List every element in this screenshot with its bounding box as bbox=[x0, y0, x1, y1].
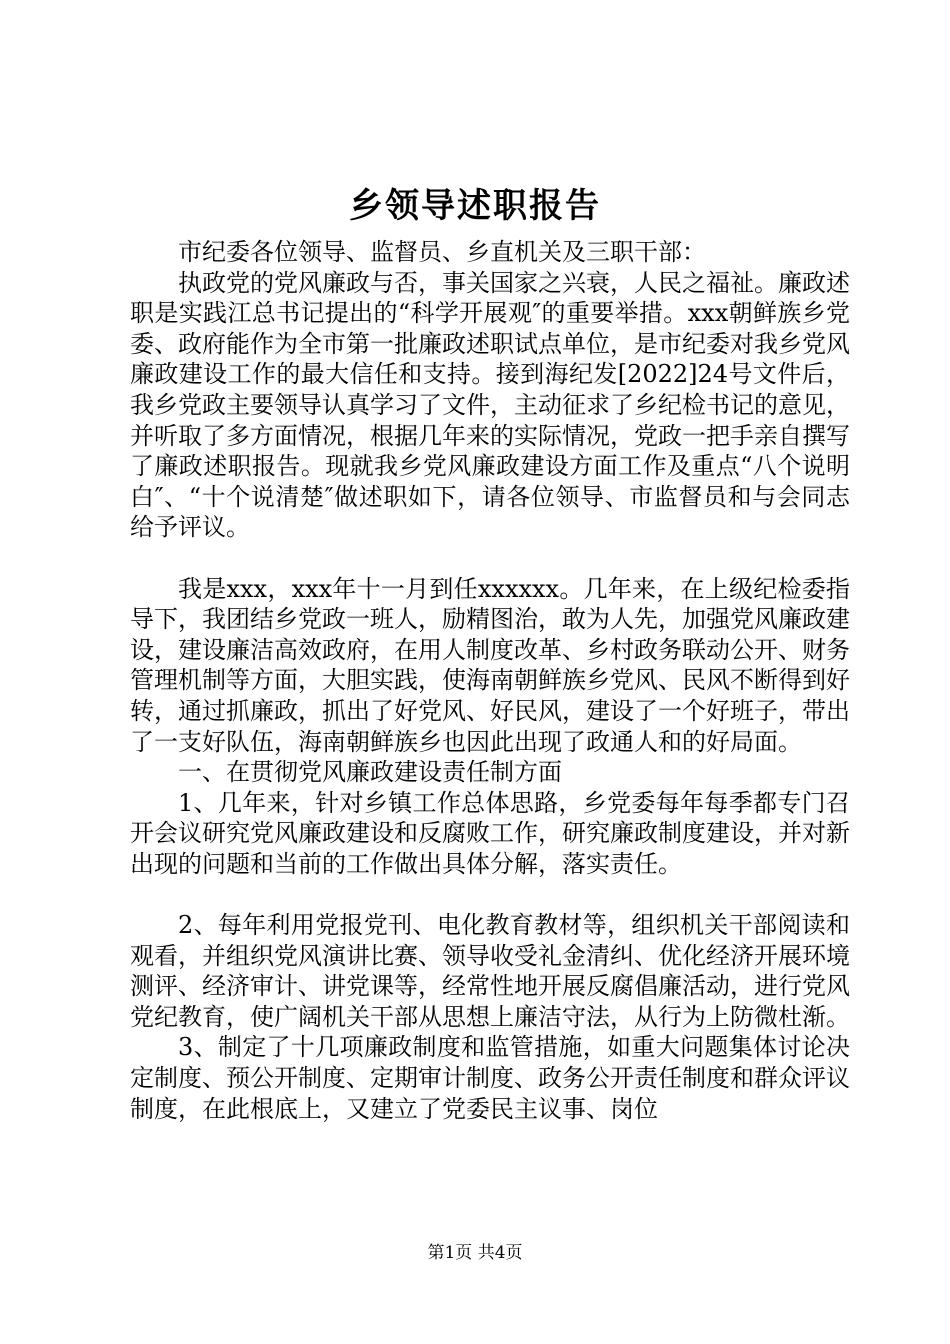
body-paragraph: 执政党的党风廉政与否，事关国家之兴衰，人民之福祉。廉政述职是实践江总书记提出的“科学开展观″的重要举措。xxx朝鲜族乡党委、政府能作为全市第一批廉政述职试点单位，是市纪委对我乡党风廉政建设工作的最大信任和支持。接到海纪发[2022]24号文件后，我乡党政主要领导认真学习了文件，主动征求了乡纪检书记的意见，并听取了多方面情况，根据几年来的实际情况，党政一把手亲自撰写了廉政述职报告。现就我乡党风廉政建设方面工作及重点“八个说明白″、“十个说清楚″做述职如下，请各位领导、市监督员和与会同志给予评议。 bbox=[130, 268, 850, 542]
document-title: 乡领导述职报告 bbox=[349, 186, 601, 226]
salutation-paragraph: 市纪委各位领导、监督员、乡直机关及三职干部： bbox=[178, 238, 706, 266]
body-paragraph: 我是xxx，xxx年十一月到任xxxxxx。几年来，在上级纪检委指导下，我团结乡党政一班人，励精图治，敢为人先，加强党风廉政建设，建设廉洁高效政府，在用人制度改革、乡村政务联动公开、财务管理机制等方面，大胆实践，使海南朝鲜族乡党风、民风不断得到好转，通过抓廉政，抓出了好党风、好民风，建设了一个好班子，带出了一支好队伍，海南朝鲜族乡也因此出现了政通人和的好局面。 bbox=[130, 574, 850, 756]
document-body bbox=[130, 237, 850, 1124]
page-number-footer: 第1页 共4页 bbox=[427, 1243, 523, 1263]
body-paragraph: 2、每年利用党报党刊、电化教育教材等，组织机关干部阅读和观看，并组织党风演讲比赛、领导收受礼金清纠、优化经济开展环境测评、经济审计、讲党课等，经常性地开展反腐倡廉活动，进行党风党纪教育，使广阔机关干部从思想上廉洁守法，从行为上防微杜渐。 bbox=[130, 911, 850, 1031]
body-paragraph: 3、制定了十几项廉政制度和监管措施，如重大问题集体讨论决定制度、预公开制度、定期审计制度、政务公开责任制度和群众评议制度，在此根底上，又建立了党委民主议事、岗位 bbox=[130, 1033, 850, 1123]
body-paragraph: 1、几年来，针对乡镇工作总体思路，乡党委每年每季都专门召开会议研究党风廉政建设和反腐败工作，研究廉政制度建设，并对新出现的问题和当前的工作做出具体分解，落实责任。 bbox=[130, 788, 850, 878]
section-heading: 一、在贯彻党风廉政建设责任制方面 bbox=[178, 758, 562, 787]
